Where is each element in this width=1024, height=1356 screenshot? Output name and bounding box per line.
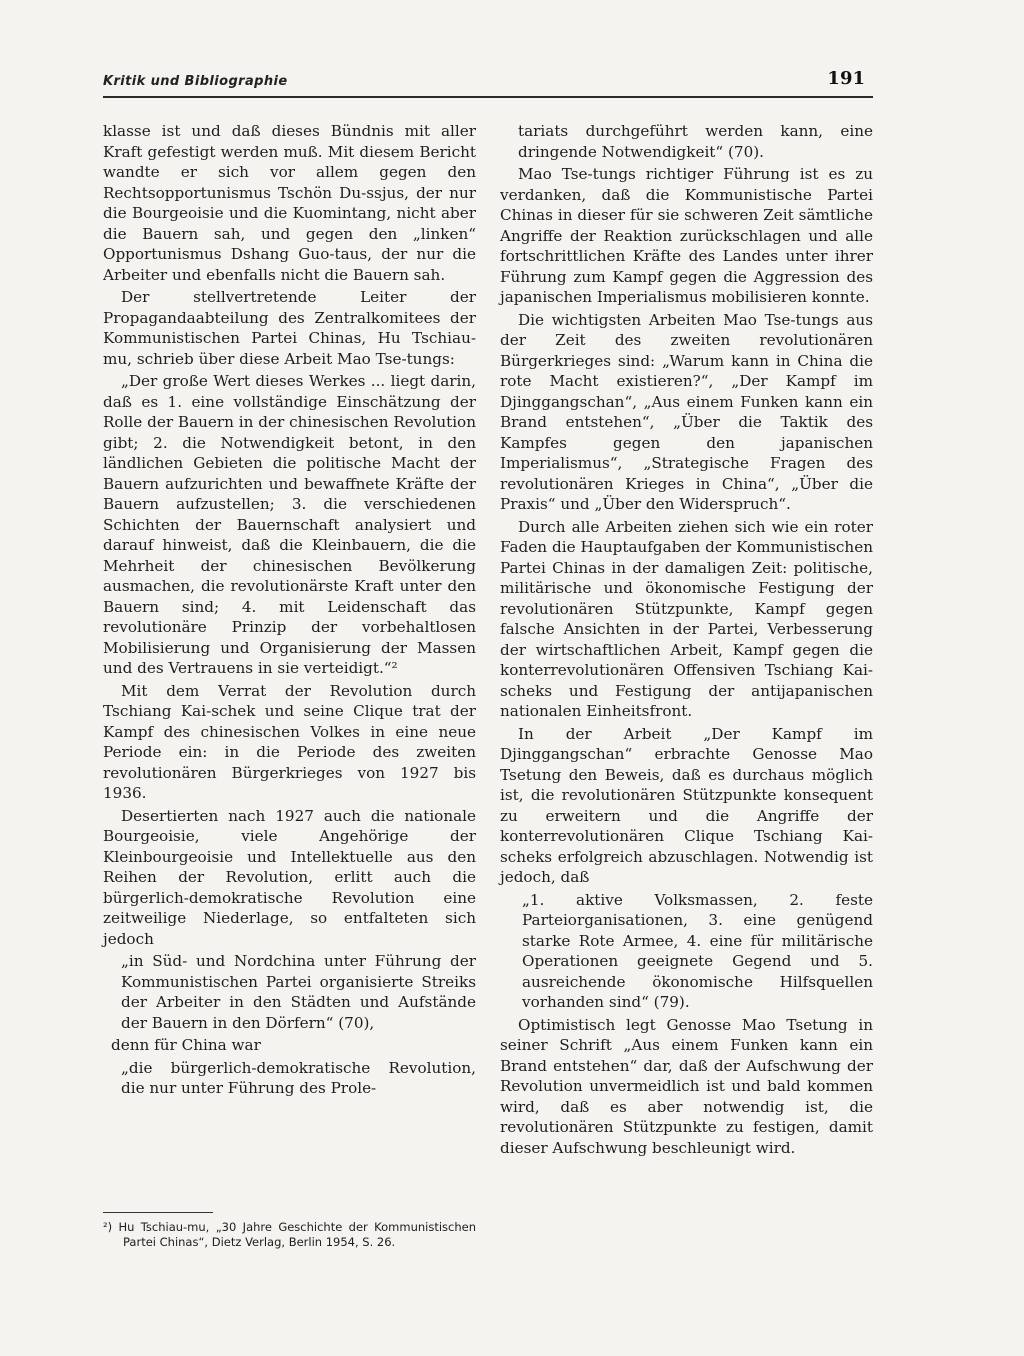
paragraph: Optimistisch legt Genosse Mao Tsetung in seiner Schrift „Aus einem Funken kann ein Brand entstehen“ dar, daß der Aufschwung der Revolution unvermeidlich ist und bald kommen wird, daß es aber notwendig ist, die revolutionären Stützpunkte zu festigen, damit dieser Aufschwung beschleunigt wird. — [500, 1015, 873, 1157]
block-quote: „1. aktive Volksmassen, 2. feste Parteiorganisationen, 3. eine genügend starke Rote Armee, 4. eine für militärische Operationen geeignete Gegend und 5. ausreichende ökonomische Hilfsquellen vorhanden sind“ (79). — [522, 890, 873, 1011]
paragraph: In der Arbeit „Der Kampf im Djinggangschan“ erbrachte Genosse Mao Tsetung den Beweis, daß es durchaus möglich ist, die revolutionären Stützpunkte konsequent zu erweitern und die Angriffe der konterrevolutionären Clique Tschiang Kai-scheks erfolgreich abzuschlagen. Notwendig ist jedoch, daß — [500, 724, 873, 886]
header-rule — [103, 96, 873, 98]
footnote — [103, 1220, 476, 1249]
paragraph: Die wichtigsten Arbeiten Mao Tse-tungs aus der Zeit des zweiten revolutionären Bürgerkrieges sind: „Warum kann in China die rote Macht existieren?“, „Der Kampf im Djinggangschan“, „Aus einem Funken kann ein Brand entstehen“, „Über die Taktik des Kampfes gegen den japanischen Imperialismus“, „Strategische Fragen des revolutionären Krieges in China“, „Über die Praxis“ und „Über den Widerspruch“. — [500, 310, 873, 513]
left-column — [103, 121, 476, 1099]
block-quote: „die bürgerlich-demokratische Revolution, die nur unter Führung des Prole- — [121, 1058, 476, 1097]
block-quote: tariats durchgeführt werden kann, eine dringende Notwendigkeit“ (70). — [518, 122, 873, 161]
page-number: 191 — [827, 68, 865, 89]
header-title: Kritik und Bibliographie — [103, 74, 288, 89]
block-quote: „in Süd- und Nordchina unter Führung der Kommunistischen Partei organisierte Streiks der Arbeiter in den Städten und Aufstände der Bauern in den Dörfern“ (70), — [121, 952, 476, 1032]
footnote-text: ²) Hu Tschiau-mu, „30 Jahre Geschichte der Kommunistischen Partei Chinas“, Dietz Verlag, Berlin 1954, S. 26. — [103, 1220, 476, 1249]
paragraph: „Der große Wert dieses Werkes ... liegt darin, daß es 1. eine vollständige Einschätzung der Rolle der Bauern in der chinesischen Revolution gibt; 2. die Notwendigkeit betont, in den ländlichen Gebieten die politische Macht der Bauern aufzurichten und bewaffnete Kräfte der Bauern aufzustellen; 3. die verschiedenen Schichten der Bauernschaft analysiert und darauf hinweist, daß die Kleinbauern, die die Mehrheit der chinesischen Bevölkerung ausmachen, die revolutionärste Kraft unter den Bauern sind; 4. mit Leidenschaft das revolutionäre Prinzip der vorbehaltlosen Mobilisierung und Organisierung der Massen und des Vertrauens in sie verteidigt.“² — [103, 372, 476, 677]
running-header — [103, 68, 873, 94]
footnote-rule — [103, 1212, 213, 1213]
paragraph: denn für China war — [111, 1036, 261, 1054]
paragraph: Durch alle Arbeiten ziehen sich wie ein roter Faden die Hauptaufgaben der Kommunistischen Partei Chinas in der damaligen Zeit: politische, militärische und ökonomische Festigung der revolutionären Stützpunkte, Kampf gegen falsche Ansichten in der Partei, Verbesserung der wirtschaftlichen Arbeit, Kampf gegen die konterrevolutionären Offensiven Tschiang Kai-scheks und Festigung der antijapanischen nationalen Einheitsfront. — [500, 517, 873, 720]
paragraph: Mao Tse-tungs richtiger Führung ist es zu verdanken, daß die Kommunistische Partei Chinas in dieser für sie schweren Zeit sämtliche Angriffe der Reaktion zurückschlagen und alle fortschrittlichen Kräfte des Landes unter ihrer Führung zum Kampf gegen die Aggression des japanischen Imperialismus mobilisieren konnte. — [500, 165, 873, 306]
right-column — [500, 121, 873, 1158]
paragraph: Der stellvertretende Leiter der Propagandaabteilung des Zentralkomitees der Kommunistischen Partei Chinas, Hu Tschiau-mu, schrieb über diese Arbeit Mao Tse-tungs: — [103, 288, 476, 368]
paragraph: Desertierten nach 1927 auch die nationale Bourgeoisie, viele Angehörige der Kleinbourgeoisie und Intellektuelle aus den Reihen der Revolution, erlitt auch die bürgerlich-demokratische Revolution eine zeitweilige Niederlage, so entfalteten sich jedoch — [103, 806, 476, 948]
paragraph: Mit dem Verrat der Revolution durch Tschiang Kai-schek und seine Clique trat der Kampf des chinesischen Volkes in eine neue Periode ein: in die Periode des zweiten revolutionären Bürgerkrieges von 1927 bis 1936. — [103, 681, 476, 802]
paragraph: klasse ist und daß dieses Bündnis mit aller Kraft gefestigt werden muß. Mit diesem Bericht wandte er sich vor allem gegen den Rechtsopportunismus Tschön Du-ssjus, der nur die Bourgeoisie und die Kuomintang, nicht aber die Bauern sah, und gegen den „linken“ Opportunismus Dshang Guo-taus, der nur die Arbeiter und ebenfalls nicht die Bauern sah. — [103, 122, 476, 284]
